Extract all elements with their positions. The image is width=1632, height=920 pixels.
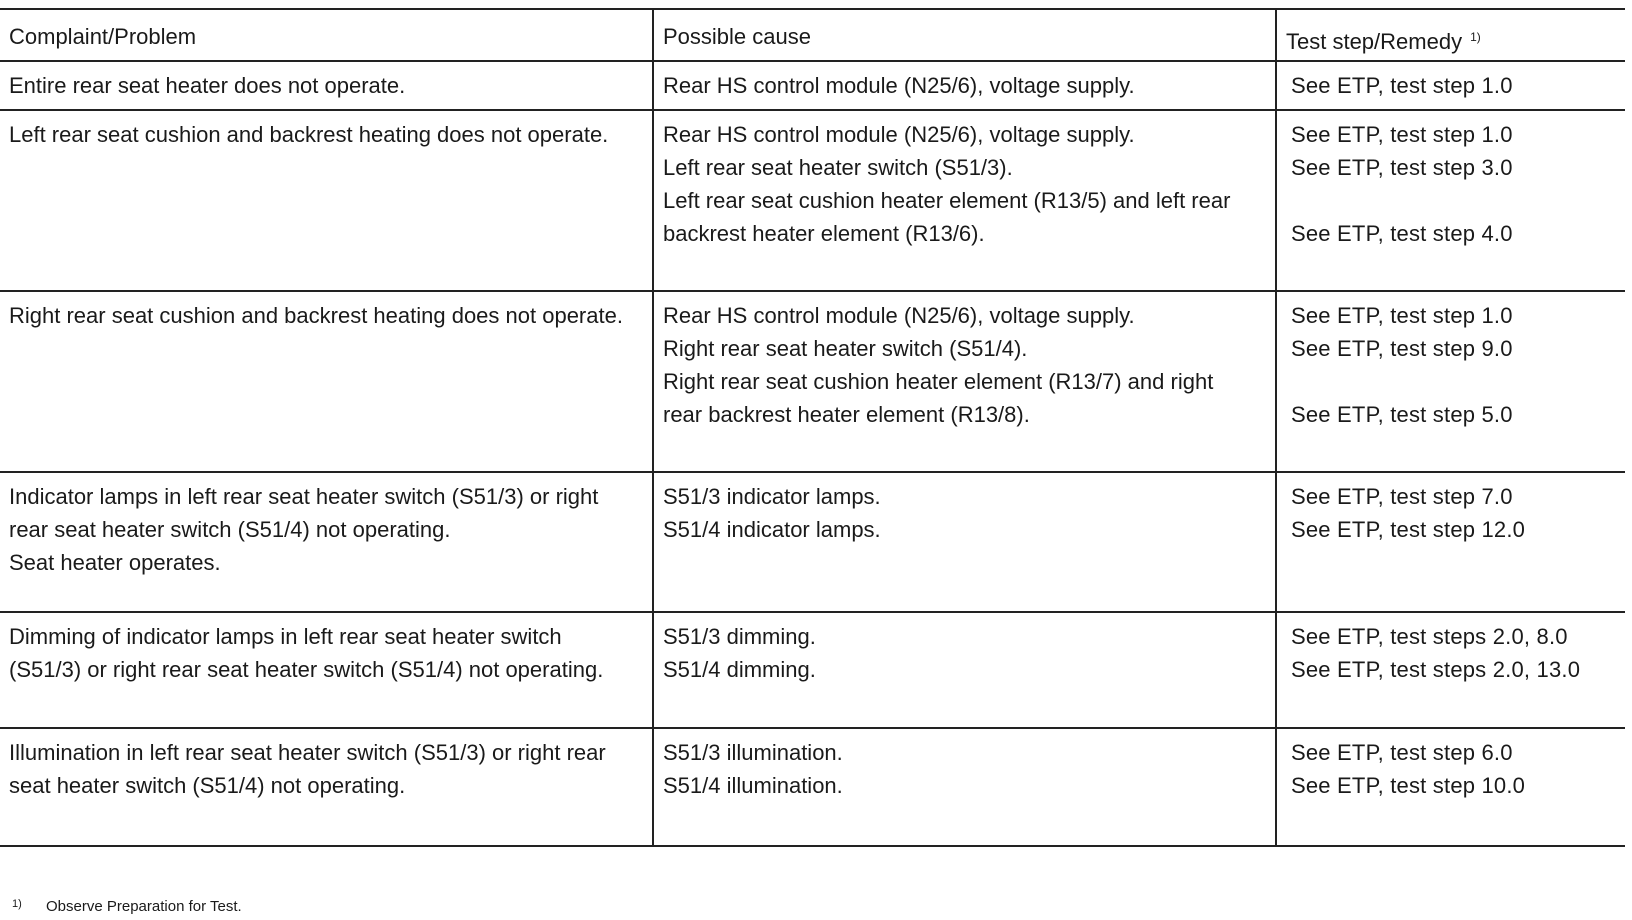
complaint-text-line: Illumination in left rear seat heater switch (S51/3) or right rear <box>9 740 606 765</box>
complaint-cell <box>0 728 653 846</box>
header-row <box>0 9 1625 61</box>
cause-text-line: Left rear seat heater switch (S51/3). <box>663 155 1013 180</box>
cause-text-line: Right rear seat cushion heater element (R13/7) and right <box>663 369 1214 394</box>
complaint-text-line: Indicator lamps in left rear seat heater switch (S51/3) or right <box>9 484 599 509</box>
cause-cell <box>653 110 1276 291</box>
cause-text-line: rear backrest heater element (R13/8). <box>663 402 1030 427</box>
remedy-text-line: See ETP, test steps 2.0, 13.0 <box>1291 657 1581 682</box>
cause-text-line: Rear HS control module (N25/6), voltage supply. <box>663 303 1135 328</box>
remedy-cell <box>1276 291 1625 472</box>
remedy-cell <box>1276 110 1625 291</box>
complaint-text-line: seat heater switch (S51/4) not operating. <box>9 773 406 798</box>
cause-text-line: S51/3 indicator lamps. <box>663 484 881 509</box>
cause-text-line: S51/4 dimming. <box>663 657 816 682</box>
spacer <box>1291 365 1625 398</box>
header-cause: Possible cause <box>653 9 1276 61</box>
footnote-reference: 1) <box>1470 30 1481 44</box>
remedy-cell <box>1276 728 1625 846</box>
remedy-text-line: See ETP, test step 5.0 <box>1291 402 1513 427</box>
complaint-text-line: Seat heater operates. <box>9 550 221 575</box>
remedy-text-line: See ETP, test steps 2.0, 8.0 <box>1291 624 1568 649</box>
remedy-text-line: See ETP, test step 3.0 <box>1291 155 1513 180</box>
footnote-mark: 1) <box>12 898 22 910</box>
complaint-text-line: Entire rear seat heater does not operate. <box>9 73 406 98</box>
table-row <box>0 110 1625 291</box>
remedy-cell <box>1276 472 1625 612</box>
cause-text-line: S51/4 illumination. <box>663 773 843 798</box>
remedy-cell <box>1276 61 1625 110</box>
table-row <box>0 291 1625 472</box>
complaint-text-line: Dimming of indicator lamps in left rear seat heater switch <box>9 624 562 649</box>
complaint-cell <box>0 110 653 291</box>
table-row <box>0 472 1625 612</box>
header-remedy-label: Test step/Remedy <box>1286 29 1463 54</box>
spacer <box>1291 184 1625 217</box>
footnote <box>12 895 242 916</box>
complaint-cell <box>0 61 653 110</box>
cause-text-line: Left rear seat cushion heater element (R13/5) and left rear <box>663 188 1231 213</box>
remedy-text-line: See ETP, test step 1.0 <box>1291 303 1513 328</box>
cause-text-line: Rear HS control module (N25/6), voltage supply. <box>663 73 1135 98</box>
remedy-text-line: See ETP, test step 1.0 <box>1291 73 1513 98</box>
remedy-text-line: See ETP, test step 4.0 <box>1291 221 1513 246</box>
cause-cell <box>653 612 1276 728</box>
table-row <box>0 612 1625 728</box>
footnote-text: Observe Preparation for Test. <box>46 898 242 915</box>
table-body <box>0 61 1625 846</box>
cause-text-line: S51/3 illumination. <box>663 740 843 765</box>
complaint-text-line: Right rear seat cushion and backrest heating does not operate. <box>9 303 623 328</box>
table-row <box>0 728 1625 846</box>
table-row <box>0 61 1625 110</box>
cause-cell <box>653 728 1276 846</box>
cause-text-line: backrest heater element (R13/6). <box>663 221 985 246</box>
troubleshooting-table <box>0 8 1625 847</box>
header-remedy <box>1276 9 1625 61</box>
complaint-text-line: (S51/3) or right rear seat heater switch (S51/4) not operating. <box>9 657 604 682</box>
complaint-text-line: rear seat heater switch (S51/4) not operating. <box>9 517 451 542</box>
cause-text-line: Rear HS control module (N25/6), voltage supply. <box>663 122 1135 147</box>
header-complaint: Complaint/Problem <box>0 9 653 61</box>
cause-cell <box>653 472 1276 612</box>
remedy-text-line: See ETP, test step 1.0 <box>1291 122 1513 147</box>
remedy-text-line: See ETP, test step 12.0 <box>1291 517 1526 542</box>
cause-cell <box>653 291 1276 472</box>
remedy-cell <box>1276 612 1625 728</box>
remedy-text-line: See ETP, test step 7.0 <box>1291 484 1513 509</box>
complaint-cell <box>0 612 653 728</box>
cause-text-line: S51/3 dimming. <box>663 624 816 649</box>
remedy-text-line: See ETP, test step 6.0 <box>1291 740 1513 765</box>
complaint-cell <box>0 291 653 472</box>
complaint-text-line: Left rear seat cushion and backrest heating does not operate. <box>9 122 609 147</box>
cause-text-line: S51/4 indicator lamps. <box>663 517 881 542</box>
table-header <box>0 9 1625 61</box>
complaint-cell <box>0 472 653 612</box>
cause-text-line: Right rear seat heater switch (S51/4). <box>663 336 1028 361</box>
remedy-text-line: See ETP, test step 9.0 <box>1291 336 1513 361</box>
remedy-text-line: See ETP, test step 10.0 <box>1291 773 1526 798</box>
cause-cell <box>653 61 1276 110</box>
